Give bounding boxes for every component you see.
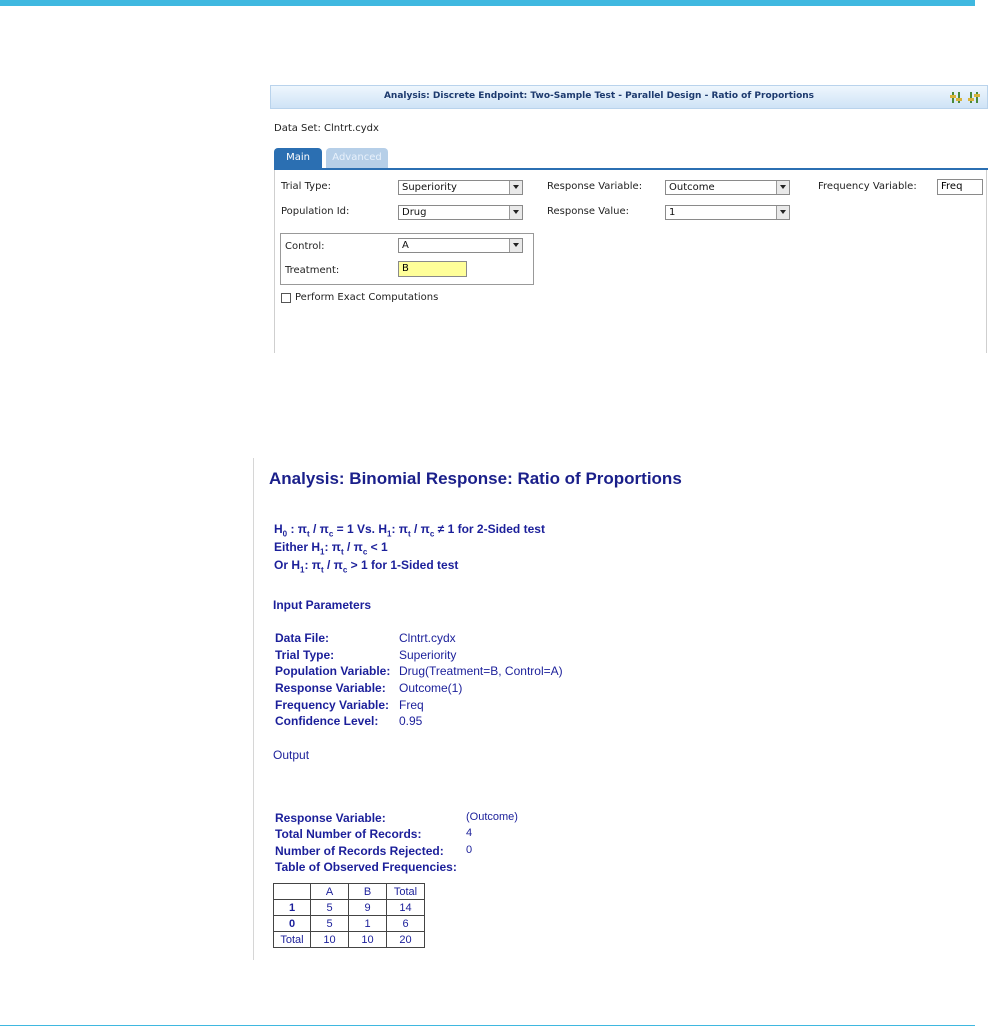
param-key: Confidence Level: [275,714,379,728]
tab-main[interactable]: Main [274,148,322,168]
treatment-label: Treatment: [285,265,340,276]
table-cell: 14 [387,900,425,916]
table-row [274,900,425,916]
treatment-input[interactable]: B [398,261,467,277]
table-cell: 6 [387,916,425,932]
output-key: Number of Records Rejected: [275,844,444,858]
param-value: Clntrt.cydx [399,631,456,645]
frequency-variable-input[interactable]: Freq [937,179,983,195]
chevron-down-icon[interactable] [509,239,522,252]
frequency-variable-label: Frequency Variable: [818,181,917,192]
response-value-select[interactable] [665,205,790,220]
chevron-down-icon[interactable] [509,181,522,194]
param-value: Freq [399,698,424,712]
report-title: Analysis: Binomial Response: Ratio of Proportions [269,469,682,488]
trial-type-label: Trial Type: [281,181,331,192]
table-cell [274,884,311,900]
control-label: Control: [285,241,325,252]
table-header: B [349,884,387,900]
response-value-value: 1 [669,207,676,218]
control-value: A [402,240,409,251]
exact-computations-checkbox[interactable] [281,293,291,303]
param-key: Population Variable: [275,664,391,678]
table-row [274,916,425,932]
table-row-header: 1 [274,900,311,916]
population-id-select[interactable] [398,205,523,220]
table-cell: 5 [311,900,349,916]
table-row [274,932,425,948]
analysis-report [253,458,814,960]
table-row-header: 0 [274,916,311,932]
tab-advanced[interactable]: Advanced [326,148,388,168]
population-id-label: Population Id: [281,206,350,217]
trial-type-value: Superiority [402,182,457,193]
chevron-down-icon[interactable] [509,206,522,219]
exact-computations-label: Perform Exact Computations [295,292,439,303]
response-variable-select[interactable] [665,180,790,195]
output-value: 4 [466,827,473,839]
param-key: Trial Type: [275,648,335,662]
table-row-header: Total [274,932,311,948]
control-select[interactable] [398,238,523,253]
param-value: 0.95 [399,714,423,728]
options-icon[interactable] [949,90,963,104]
dialog-titlebar [270,85,988,109]
table-cell: 10 [349,932,387,948]
output-key: Response Variable: [275,811,386,825]
hypothesis-line-1: $H_0$ : $\pi_t / \pi_c = 1$ Vs. $H_1$: $\pi_t / \pi_c \ne 1$ for 2-Sided test [274,522,545,539]
hypothesis-line-2: Either $H_1$: $\pi_t / \pi_c < 1$ [274,540,388,557]
table-cell: 10 [311,932,349,948]
param-key: Response Variable: [275,681,386,695]
table-cell: 9 [349,900,387,916]
response-variable-value: Outcome [669,182,715,193]
table-cell: 1 [349,916,387,932]
top-accent-line [0,0,975,6]
output-key: Table of Observed Frequencies: [275,860,457,874]
analysis-dialog [270,85,988,353]
output-key: Total Number of Records: [275,827,422,841]
response-value-label: Response Value: [547,206,630,217]
table-header: A [311,884,349,900]
settings-icon[interactable] [967,90,981,104]
population-id-value: Drug [402,207,427,218]
table-header-row [274,884,425,900]
bottom-accent-line [0,1025,975,1026]
param-value: Drug(Treatment=B, Control=A) [399,664,563,678]
param-value: Outcome(1) [399,681,463,695]
chevron-down-icon[interactable] [776,181,789,194]
input-parameters-header: Input Parameters [273,598,372,612]
response-variable-label: Response Variable: [547,181,643,192]
table-header: Total [387,884,425,900]
chevron-down-icon[interactable] [776,206,789,219]
dialog-title: Analysis: Discrete Endpoint: Two-Sample Test - Parallel Design - Ratio of Proportions [383,91,815,101]
output-value: 0 [466,844,473,856]
output-value: (Outcome) [466,811,518,823]
trial-type-select[interactable] [398,180,523,195]
hypothesis-line-3: Or $H_1$: $\pi_t / \pi_c > 1$ for 1-Sided test [274,558,459,575]
param-value: Superiority [399,648,457,662]
table-cell: 20 [387,932,425,948]
observed-frequencies-table [273,883,425,948]
param-key: Data File: [275,631,330,645]
param-key: Frequency Variable: [275,698,390,712]
output-header: Output [273,748,310,762]
table-cell: 5 [311,916,349,932]
dataset-label: Data Set: Clntrt.cydx [274,123,379,134]
